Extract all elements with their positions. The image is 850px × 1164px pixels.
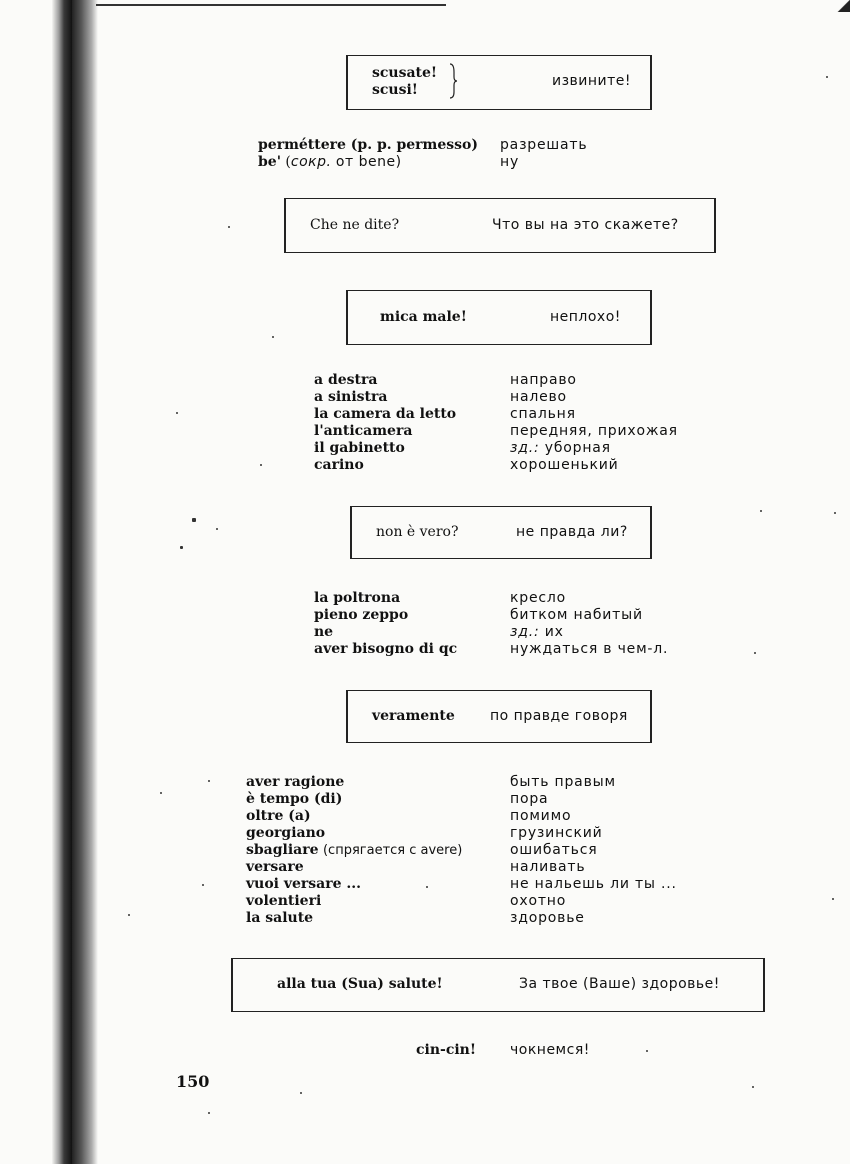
vocab-row: [246, 893, 706, 910]
vocab-ru: ну: [500, 154, 520, 170]
vocab-ru: [510, 440, 611, 457]
scan-speck: [646, 1050, 648, 1052]
phrase-box-non-e-vero: [350, 506, 652, 559]
phrase-it: Che ne dite?: [310, 217, 400, 233]
vocab-row: [314, 406, 694, 423]
vocab-row: [246, 808, 706, 825]
scan-speck: [300, 1092, 302, 1094]
vocab-ru: грузинский: [510, 825, 603, 841]
scan-speck: [832, 898, 834, 900]
phrase-ru: Что вы на это скажете?: [492, 217, 679, 233]
scan-speck: [260, 464, 262, 466]
vocab-row: [246, 859, 706, 876]
phrase-it-1: scusate!: [372, 65, 438, 81]
vocab-row: [314, 372, 694, 389]
vocab-ru: спальня: [510, 406, 576, 422]
phrase-it: mica male!: [380, 309, 467, 325]
vocab-ru: здоровье: [510, 910, 585, 926]
phrase-ru: извините!: [552, 73, 632, 89]
vocab-it-word: sbagliare: [246, 842, 319, 858]
scan-speck: [176, 412, 178, 414]
vocab-ru: разрешать: [500, 137, 588, 153]
vocab-list-destra: [314, 372, 694, 474]
vocab-row: [314, 457, 694, 474]
phrase-box-che-ne-dite: [284, 198, 716, 253]
vocab-row: [314, 389, 694, 406]
scan-speck: [208, 1112, 210, 1114]
brace-symbol: [448, 62, 458, 100]
vocab-it: aver bisogno di qc: [314, 641, 458, 657]
vocab-row: [258, 137, 658, 154]
vocab-it: volentieri: [246, 893, 322, 909]
vocab-ru: битком набитый: [510, 607, 643, 623]
vocab-row: [314, 423, 694, 440]
book-spine-shadow: [52, 0, 72, 1164]
vocab-row: [246, 842, 706, 859]
vocab-it-rest: от bene): [335, 154, 402, 170]
vocab-it: versare: [246, 859, 304, 875]
vocab-it: aver ragione: [246, 774, 345, 790]
scan-speck: [180, 546, 183, 549]
phrase-box-scusate: [346, 55, 652, 110]
vocab-row: [258, 154, 658, 171]
top-edge-line: [96, 4, 446, 6]
vocab-row: [314, 607, 694, 624]
vocab-ru-prefix: зд.:: [510, 624, 540, 640]
vocab-list-permettere: [258, 137, 658, 171]
vocab-it-abbr: сокр.: [290, 154, 332, 170]
vocab-it-word: be': [258, 154, 281, 170]
scan-speck: [272, 336, 274, 338]
vocab-it: la poltrona: [314, 590, 401, 606]
vocab-it: [246, 842, 462, 859]
scan-speck: [754, 652, 756, 654]
vocab-ru-prefix: зд.:: [510, 440, 540, 456]
phrase-box-salute: [231, 958, 765, 1012]
phrase-ru: неплохо!: [550, 309, 621, 325]
vocab-ru: охотно: [510, 893, 567, 909]
vocab-ru: помимо: [510, 808, 572, 824]
scan-speck: [202, 884, 204, 886]
vocab-ru-word: уборная: [544, 440, 611, 456]
scan-speck: [128, 914, 130, 916]
vocab-it: be' (сокр. от bene): [258, 154, 402, 170]
vocab-row: [246, 910, 706, 927]
vocab-it: è tempo (di): [246, 791, 343, 807]
phrase-ru: по правде говоря: [490, 708, 628, 724]
scan-speck: [228, 226, 230, 228]
vocab-row: [246, 876, 706, 893]
vocab-ru: быть правым: [510, 774, 616, 790]
vocab-it: oltre (a): [246, 808, 311, 824]
phrase-it: veramente: [372, 708, 455, 724]
phrase-ru: За твое (Ваше) здоровье!: [519, 976, 720, 992]
vocab-it: vuoi versare ...: [246, 876, 361, 892]
vocab-row: [314, 590, 694, 607]
scan-speck: [752, 1086, 754, 1088]
scan-speck: [834, 512, 836, 514]
page-number: 150: [176, 1072, 210, 1091]
vocab-ru: хорошенький: [510, 457, 619, 473]
vocab-ru: ошибаться: [510, 842, 598, 858]
cin-cin-it: cin-cin!: [416, 1042, 476, 1058]
vocab-row: [246, 774, 706, 791]
cin-cin-ru: чокнемся!: [510, 1042, 590, 1058]
vocab-it: a destra: [314, 372, 378, 388]
vocab-it: perméttere (p. p. permesso): [258, 137, 479, 153]
vocab-it: georgiano: [246, 825, 326, 841]
vocab-ru: [510, 624, 564, 641]
vocab-it: la camera da letto: [314, 406, 457, 422]
vocab-ru: пора: [510, 791, 549, 807]
vocab-it: pieno zeppo: [314, 607, 409, 623]
vocab-row: [314, 624, 694, 641]
vocab-it: a sinistra: [314, 389, 388, 405]
vocab-ru: налево: [510, 389, 567, 405]
phrase-it-2: scusi!: [372, 82, 418, 98]
vocab-it: la salute: [246, 910, 314, 926]
vocab-row: [314, 440, 694, 457]
vocab-it-note: (спрягается с avere): [322, 843, 463, 858]
vocab-it: il gabinetto: [314, 440, 405, 456]
vocab-list-poltrona: [314, 590, 694, 658]
vocab-ru: направо: [510, 372, 577, 388]
vocab-row: [314, 641, 694, 658]
vocab-it: l'anticamera: [314, 423, 413, 439]
vocab-list-ragione: [246, 774, 706, 927]
vocab-ru: передняя, прихожая: [510, 423, 678, 439]
scan-speck: [216, 528, 218, 530]
vocab-row: [246, 825, 706, 842]
vocab-ru: кресло: [510, 590, 566, 606]
scan-speck: [192, 518, 196, 522]
phrase-it: alla tua (Sua) salute!: [277, 976, 443, 992]
vocab-ru: наливать: [510, 859, 586, 875]
page-corner: [836, 0, 850, 12]
book-spine-gradient: [72, 0, 98, 1164]
phrase-ru: не правда ли?: [516, 524, 628, 540]
vocab-ru-word: их: [544, 624, 564, 640]
phrase-box-veramente: [346, 690, 652, 743]
scan-speck: [160, 792, 162, 794]
scan-speck: [826, 76, 828, 78]
vocab-it: ne: [314, 624, 334, 640]
phrase-it: non è vero?: [376, 524, 459, 540]
phrase-box-mica-male: [346, 290, 652, 345]
scan-speck: [760, 510, 762, 512]
vocab-row: [246, 791, 706, 808]
scan-speck: [426, 886, 428, 888]
vocab-ru: не нальешь ли ты ...: [510, 876, 677, 892]
scan-speck: [208, 780, 210, 782]
vocab-it: carino: [314, 457, 364, 473]
vocab-ru: нуждаться в чем-л.: [510, 641, 669, 657]
